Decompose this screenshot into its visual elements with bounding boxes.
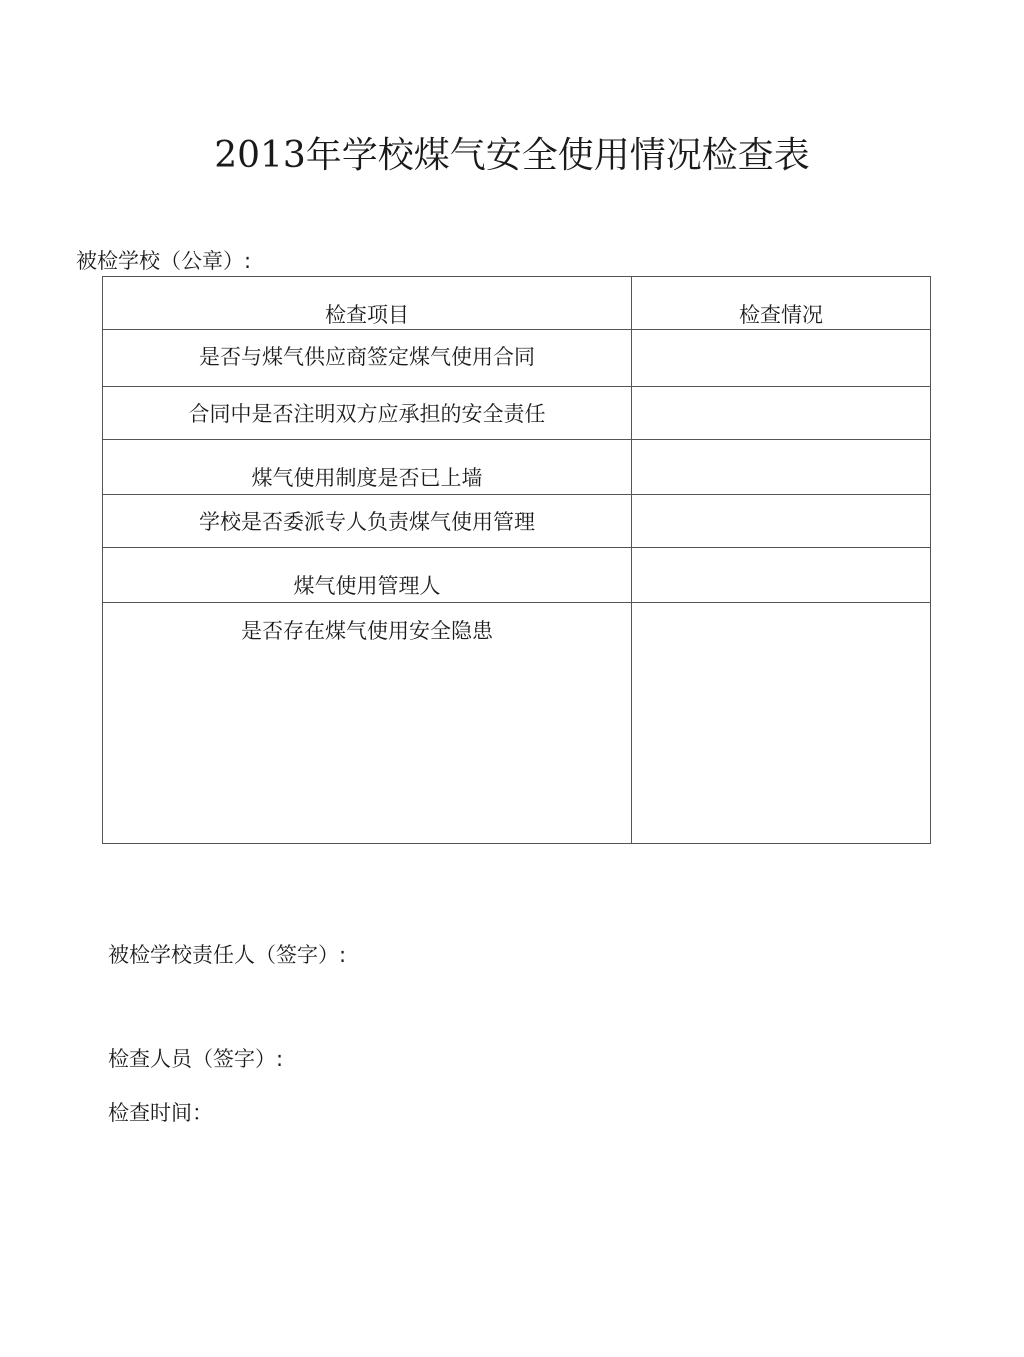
check-result-cell[interactable] [632, 603, 931, 844]
school-seal-label: 被检学校（公章）: [76, 249, 252, 273]
column-header-item: 检查项目 [103, 277, 632, 330]
check-result-cell[interactable] [632, 387, 931, 440]
inspection-table [102, 276, 931, 844]
check-item: 合同中是否注明双方应承担的安全责任 [103, 387, 632, 440]
column-header-result: 检查情况 [632, 277, 931, 330]
check-result-cell[interactable] [632, 548, 931, 603]
inspection-time-label: 检查时间： [108, 1101, 213, 1125]
table-row [103, 495, 931, 548]
responsible-person-signature-label: 被检学校责任人（签字）: [108, 943, 347, 967]
inspector-signature-label: 检查人员（签字）: [108, 1047, 284, 1071]
table-row [103, 603, 931, 844]
check-result-cell[interactable] [632, 495, 931, 548]
check-item: 煤气使用制度是否已上墙 [103, 440, 632, 495]
check-item: 是否与煤气供应商签定煤气使用合同 [103, 330, 632, 387]
check-item: 学校是否委派专人负责煤气使用管理 [103, 495, 632, 548]
table-header-row [103, 277, 931, 330]
check-result-cell[interactable] [632, 330, 931, 387]
table-row [103, 548, 931, 603]
table-row [103, 387, 931, 440]
table-row [103, 330, 931, 387]
check-item: 是否存在煤气使用安全隐患 [103, 603, 632, 844]
page-title: 2013年学校煤气安全使用情况检查表 [214, 135, 810, 176]
check-item: 煤气使用管理人 [103, 548, 632, 603]
check-result-cell[interactable] [632, 440, 931, 495]
table-row [103, 440, 931, 495]
